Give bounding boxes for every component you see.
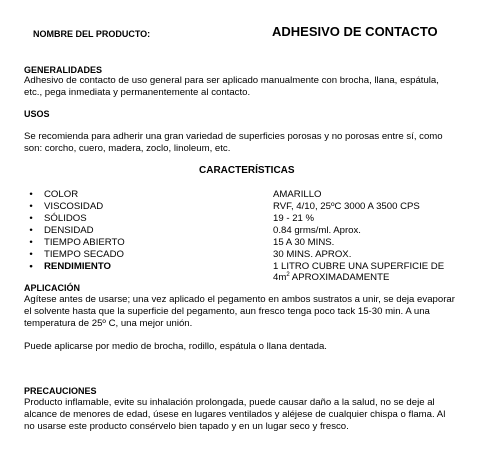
characteristic-value: 30 MINS. APROX.: [273, 249, 352, 260]
characteristic-row: [26, 213, 486, 225]
precauciones-line: alcance de menores de edad, úsese en lugares ventilados y aléjese de cualquier chispa o flama. Al: [24, 409, 446, 420]
precauciones-line: no usarse este producto consérvelo bien tapado y en un lugar seco y fresco.: [24, 421, 349, 432]
rendimiento-area-exponent: 2: [286, 272, 290, 278]
aplicacion-line: Agítese antes de usarse; una vez aplicado el pegamento en ambos sustratos a unir, se deja evaporar: [24, 294, 455, 305]
characteristic-label: VISCOSIDAD: [44, 201, 104, 212]
generalidades-heading: GENERALIDADES: [24, 65, 103, 75]
characteristic-value: 15 A 30 MINS.: [273, 237, 335, 248]
bullet-icon: •: [29, 189, 33, 200]
characteristic-row: [26, 201, 486, 213]
characteristic-label: RENDIMIENTO: [44, 261, 111, 272]
bullet-icon: •: [29, 237, 33, 248]
characteristic-row: [26, 249, 486, 261]
bullet-icon: •: [29, 261, 33, 272]
characteristic-value: AMARILLO: [273, 189, 322, 200]
generalidades-line: etc., pega inmediata y permanentemente al contacto.: [24, 87, 251, 98]
characteristic-label: TIEMPO ABIERTO: [44, 237, 125, 248]
characteristic-value: 19 - 21 %: [273, 213, 315, 224]
product-name: ADHESIVO DE CONTACTO: [272, 24, 438, 39]
characteristic-label: DENSIDAD: [44, 225, 94, 236]
characteristic-value: RVF, 4/10, 25ºC 3000 A 3500 CPS: [273, 201, 420, 212]
characteristic-value: 1 LITRO CUBRE UNA SUPERFICIE DE: [273, 261, 445, 272]
rendimiento-continuation: [273, 272, 389, 284]
precauciones-line: Producto inflamable, evite su inhalación prolongada, puede causar daño a la salud, no se deje al: [24, 397, 435, 408]
characteristic-row: [26, 261, 486, 273]
characteristic-row: [26, 189, 486, 201]
generalidades-line: Adhesivo de contacto de uso general para ser aplicado manualmente con brocha, llana, espátula,: [24, 75, 439, 86]
characteristic-label: TIEMPO SECADO: [44, 249, 124, 260]
product-name-label: NOMBRE DEL PRODUCTO:: [33, 29, 151, 39]
characteristic-row: [26, 237, 486, 249]
usos-line: Se recomienda para adherir una gran variedad de superficies porosas y no porosas entre sí, como: [24, 131, 443, 142]
aplicacion-heading: APLICACIÓN: [24, 283, 80, 293]
aplicacion-line: temperatura de 25º C, una mejor unión.: [24, 318, 193, 329]
aplicacion-line: el solvente hasta que la superficie del pegamento, aun fresco tenga poco tack 15-30 min. A una: [24, 306, 430, 317]
aplicacion-note: Puede aplicarse por medio de brocha, rodillo, espátula o llana dentada.: [24, 341, 327, 352]
usos-line: son: corcho, cuero, madera, zoclo, linoleum, etc.: [24, 143, 231, 154]
precauciones-heading: PRECAUCIONES: [24, 386, 97, 396]
characteristic-value: 0.84 grms/ml. Aprox.: [273, 225, 361, 236]
bullet-icon: •: [29, 249, 33, 260]
characteristic-row: [26, 225, 486, 237]
caracteristicas-heading: CARACTERÍSTICAS: [199, 165, 295, 176]
rendimiento-approx: APROXIMADAMENTE: [289, 272, 390, 283]
characteristic-label: COLOR: [44, 189, 79, 200]
bullet-icon: •: [29, 225, 33, 236]
rendimiento-area: 4m: [273, 272, 287, 283]
bullet-icon: •: [29, 201, 33, 212]
characteristic-label: SÓLIDOS: [44, 213, 87, 224]
bullet-icon: •: [29, 213, 33, 224]
usos-heading: USOS: [24, 109, 50, 119]
